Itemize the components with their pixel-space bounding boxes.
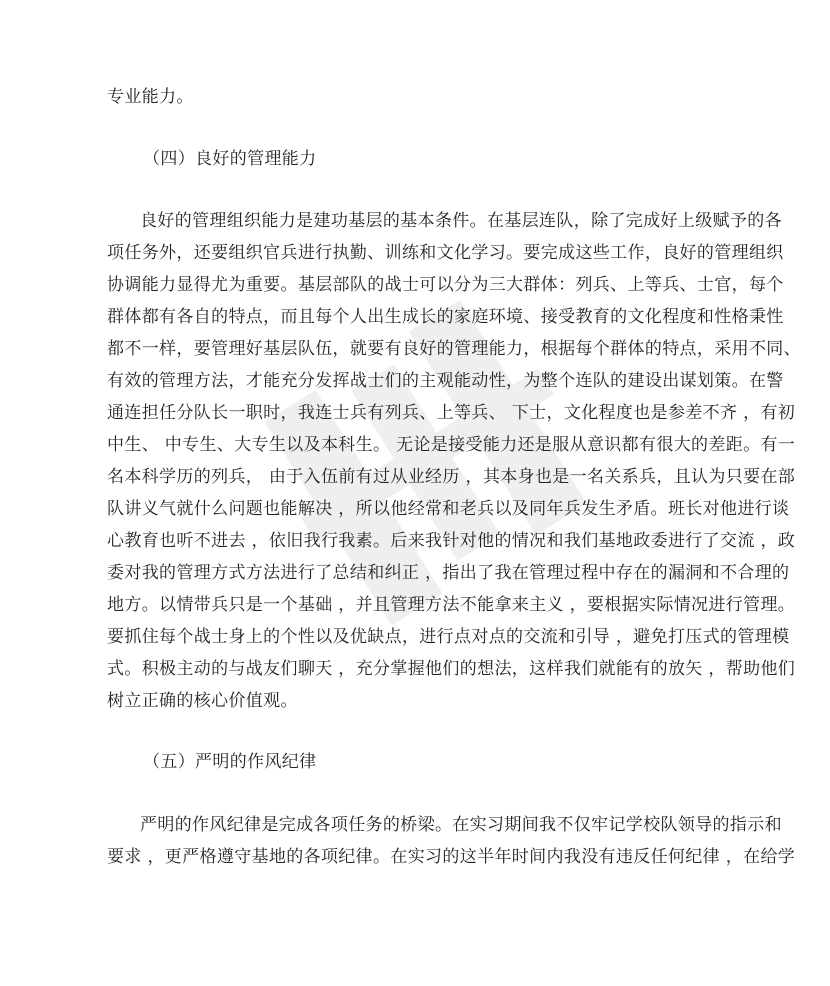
watermark-logo-icon [193, 229, 668, 691]
paragraph-line: 要求 ，更严格遵守基地的各项纪律。在实习的这半年时间内我没有违反任何纪律 ，在给学 [107, 847, 796, 867]
paragraph-line: 队讲义气就什么问题也能解决 ，所以他经常和老兵以及同年兵发生矛盾。班长对他进行谈 [107, 499, 790, 519]
paragraph-line: 项任务外，还要组织官兵进行执勤、训练和文化学习。要完成这些工作，良好的管理组织 [107, 243, 784, 263]
paragraph-line: 良好的管理组织能力是建功基层的基本条件。在基层连队，除了完成好上级赋予的各 [140, 211, 782, 231]
text-line: 专业能力。 [107, 87, 194, 107]
paragraph-line: 都不一样，要管理好基层队伍，就要有良好的管理能力，根据每个群体的特点，采用不同、 [107, 339, 801, 359]
paragraph-line: 委对我的管理方式方法进行了总结和纠正 ，指出了我在管理过程中存在的漏洞和不合理的 [107, 563, 790, 583]
paragraph-line: 地方。以情带兵只是一个基础 ，并且管理方法不能拿来主义 ，要根据实际情况进行管理。 [107, 595, 796, 615]
paragraph-line: 中生、 中专生、大专生以及本科生。 无论是接受能力还是服从意识都有很大的差距。有一 [107, 435, 796, 455]
paragraph-line: 树立正确的核心价值观。 [107, 691, 298, 711]
paragraph-line: 严明的作风纪律是完成各项任务的桥梁。在实习期间我不仅牢记学校队领导的指示和 [140, 815, 782, 835]
section-heading: （五）严明的作风纪律 [143, 752, 317, 772]
paragraph-line: 通连担任分队长一职时，我连士兵有列兵、上等兵、 下士，文化程度也是参差不齐 ，有初 [107, 403, 796, 423]
section-heading: （四）良好的管理能力 [143, 149, 317, 169]
paragraph-line: 心教育也听不进去 ，依旧我行我素。后来我针对他的情况和我们基地政委进行了交流 ，政 [107, 531, 796, 551]
paragraph-line: 有效的管理方法，才能充分发挥战士们的主观能动性，为整个连队的建设出谋划策。在警 [107, 371, 784, 391]
watermark [193, 229, 668, 691]
paragraph-line: 名本科学历的列兵， 由于入伍前有过从业经历 ，其本身也是一名关系兵，且认为只要在部 [107, 467, 796, 487]
paragraph-line: 协调能力显得尤为重要。基层部队的战士可以分为三大群体：列兵、上等兵、士官，每个 [107, 275, 784, 295]
paragraph-line: 群体都有各自的特点，而且每个人出生成长的家庭环境、接受教育的文化程度和性格秉性 [107, 307, 784, 327]
paragraph-line: 式。积极主动的与战友们聊天 ，充分掌握他们的想法，这样我们就能有的放矢 ，帮助他们 [107, 659, 796, 679]
paragraph-line: 要抓住每个战士身上的个性以及优缺点，进行点对点的交流和引导 ，避免打压式的管理模 [107, 627, 790, 647]
